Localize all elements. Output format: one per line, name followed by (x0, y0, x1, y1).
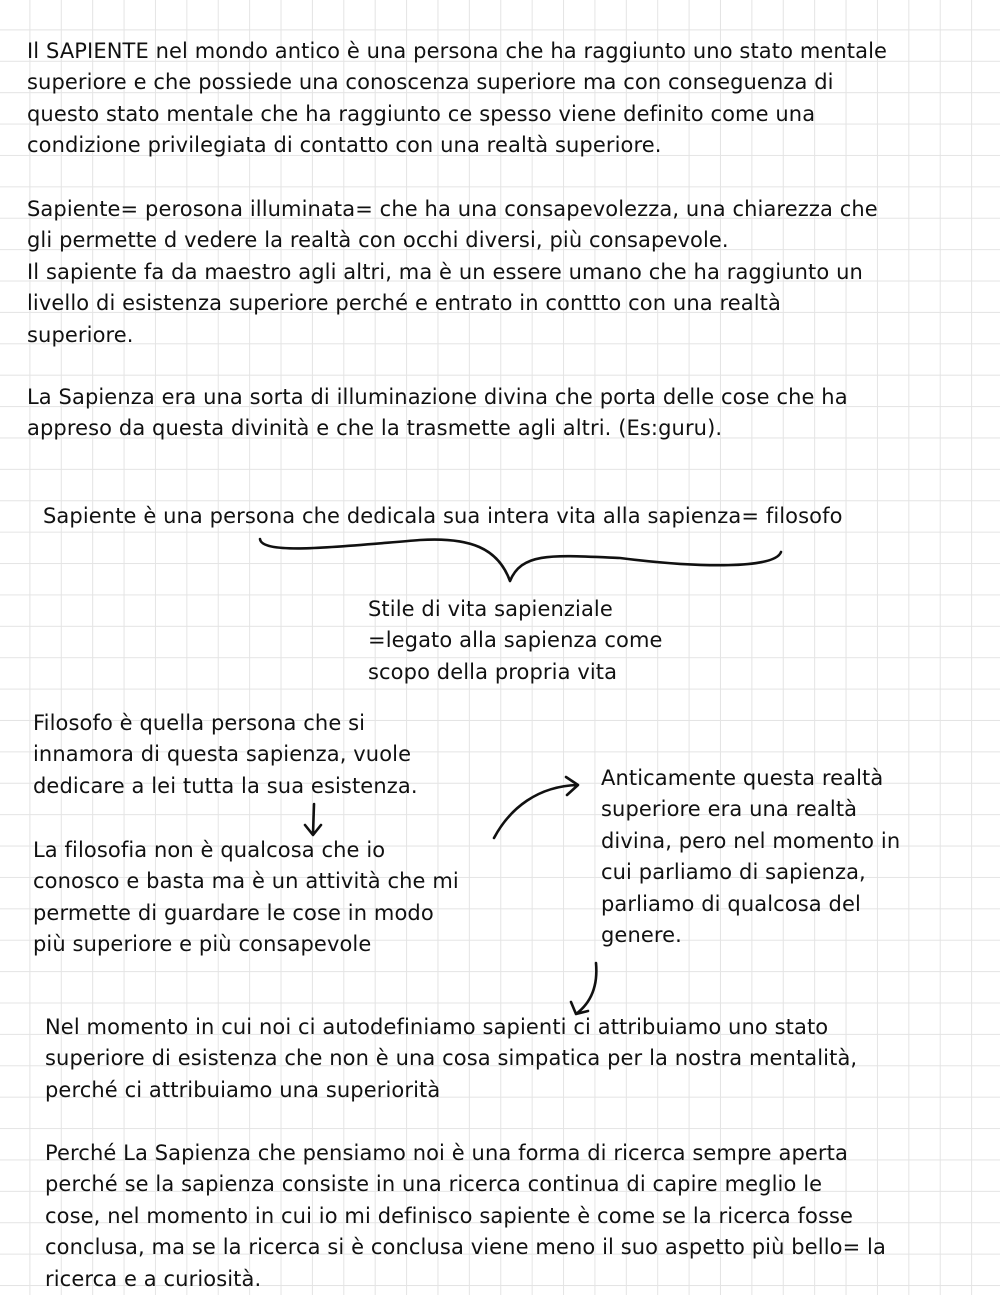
intro-line: questo stato mentale che ha raggiunto ce spesso viene definito come una (27, 101, 816, 126)
centered-statement (43, 501, 843, 532)
definition-line: Il sapiente fa da maestro agli altri, ma è un essere umano che ha raggiunto un (27, 259, 863, 284)
definition-line: livello di esistenza superiore perché e entrato in conttto con una realtà (27, 291, 781, 316)
statement-line: Sapiente è una persona che dedicala sua intera vita alla sapienza= filosofo (43, 504, 843, 528)
research-line: conclusa, ma se la ricerca si è conclusa viene meno il suo aspetto più bello= la (45, 1235, 886, 1260)
self-definition-paragraph (45, 1012, 857, 1106)
philosopher-line: Filosofo è quella persona che si (33, 711, 366, 735)
intro-line: Il SAPIENTE nel mondo antico è una persona che ha raggiunto uno stato mentale (27, 39, 888, 63)
wisdom-paragraph (27, 382, 848, 445)
philosopher-note (33, 708, 418, 802)
self-definition-line: Nel momento in cui noi ci autodefiniamo sapienti ci attribuiamo uno stato (45, 1015, 829, 1039)
lifestyle-line: =legato alla sapienza come (368, 628, 663, 653)
ancient-line: Anticamente questa realtà (601, 766, 884, 790)
ancient-line: divina, pero nel momento in (601, 828, 901, 853)
research-line: Perché La Sapienza che pensiamo noi è una forma di ricerca sempre aperta (45, 1141, 848, 1165)
self-definition-line: superiore di esistenza che non è una cosa simpatica per la nostra mentalità, (45, 1046, 858, 1071)
intro-line: condizione privilegiata di contatto con una realtà superiore. (27, 133, 662, 158)
research-line: perché se la sapienza consiste in una ricerca continua di capire meglio le (45, 1172, 823, 1197)
curved-arrow-icon (494, 777, 578, 838)
wisdom-line: appreso da questa divinità e che la trasmette agli altri. (Es:guru). (27, 416, 723, 441)
lifestyle-note (368, 594, 663, 688)
definition-paragraph (27, 194, 878, 351)
wisdom-line: La Sapienza era una sorta di illuminazione divina che porta delle cose che ha (27, 385, 848, 409)
intro-paragraph (27, 36, 887, 162)
definition-line: superiore. (27, 322, 134, 347)
philosopher-line: innamora di questa sapienza, vuole (33, 742, 412, 767)
philosophy-line: conosco e basta ma è un attività che mi (33, 869, 459, 894)
philosophy-note (33, 835, 459, 961)
ancient-note (601, 763, 900, 951)
philosophy-line: permette di guardare le cose in modo (33, 900, 434, 925)
down-arrow-icon (305, 804, 321, 835)
research-line: ricerca e a curiosità. (45, 1266, 262, 1291)
research-line: cose, nel momento in cui io mi definisco sapiente è come se la ricerca fosse (45, 1203, 854, 1228)
definition-line: Sapiente= perosona illuminata= che ha una consapevolezza, una chiarezza che (27, 197, 878, 221)
philosophy-line: La filosofia non è qualcosa che io (33, 838, 386, 862)
curly-brace (260, 539, 781, 581)
lifestyle-line: scopo della propria vita (368, 659, 618, 684)
definition-line: gli permette d vedere la realtà con occhi diversi, più consapevole. (27, 228, 729, 253)
lifestyle-line: Stile di vita sapienziale (368, 597, 613, 621)
research-paragraph (45, 1138, 886, 1295)
ancient-line: genere. (601, 923, 682, 948)
ancient-line: parliamo di qualcosa del (601, 891, 861, 916)
philosophy-line: più superiore e più consapevole (33, 932, 372, 957)
ancient-line: superiore era una realtà (601, 797, 858, 822)
ancient-line: cui parliamo di sapienza, (601, 860, 866, 885)
hook-arrow-icon (571, 963, 596, 1014)
philosopher-line: dedicare a lei tutta la sua esistenza. (33, 773, 418, 798)
intro-line: superiore e che possiede una conoscenza superiore ma con conseguenza di (27, 70, 834, 95)
self-definition-line: perché ci attribuiamo una superiorità (45, 1077, 441, 1102)
